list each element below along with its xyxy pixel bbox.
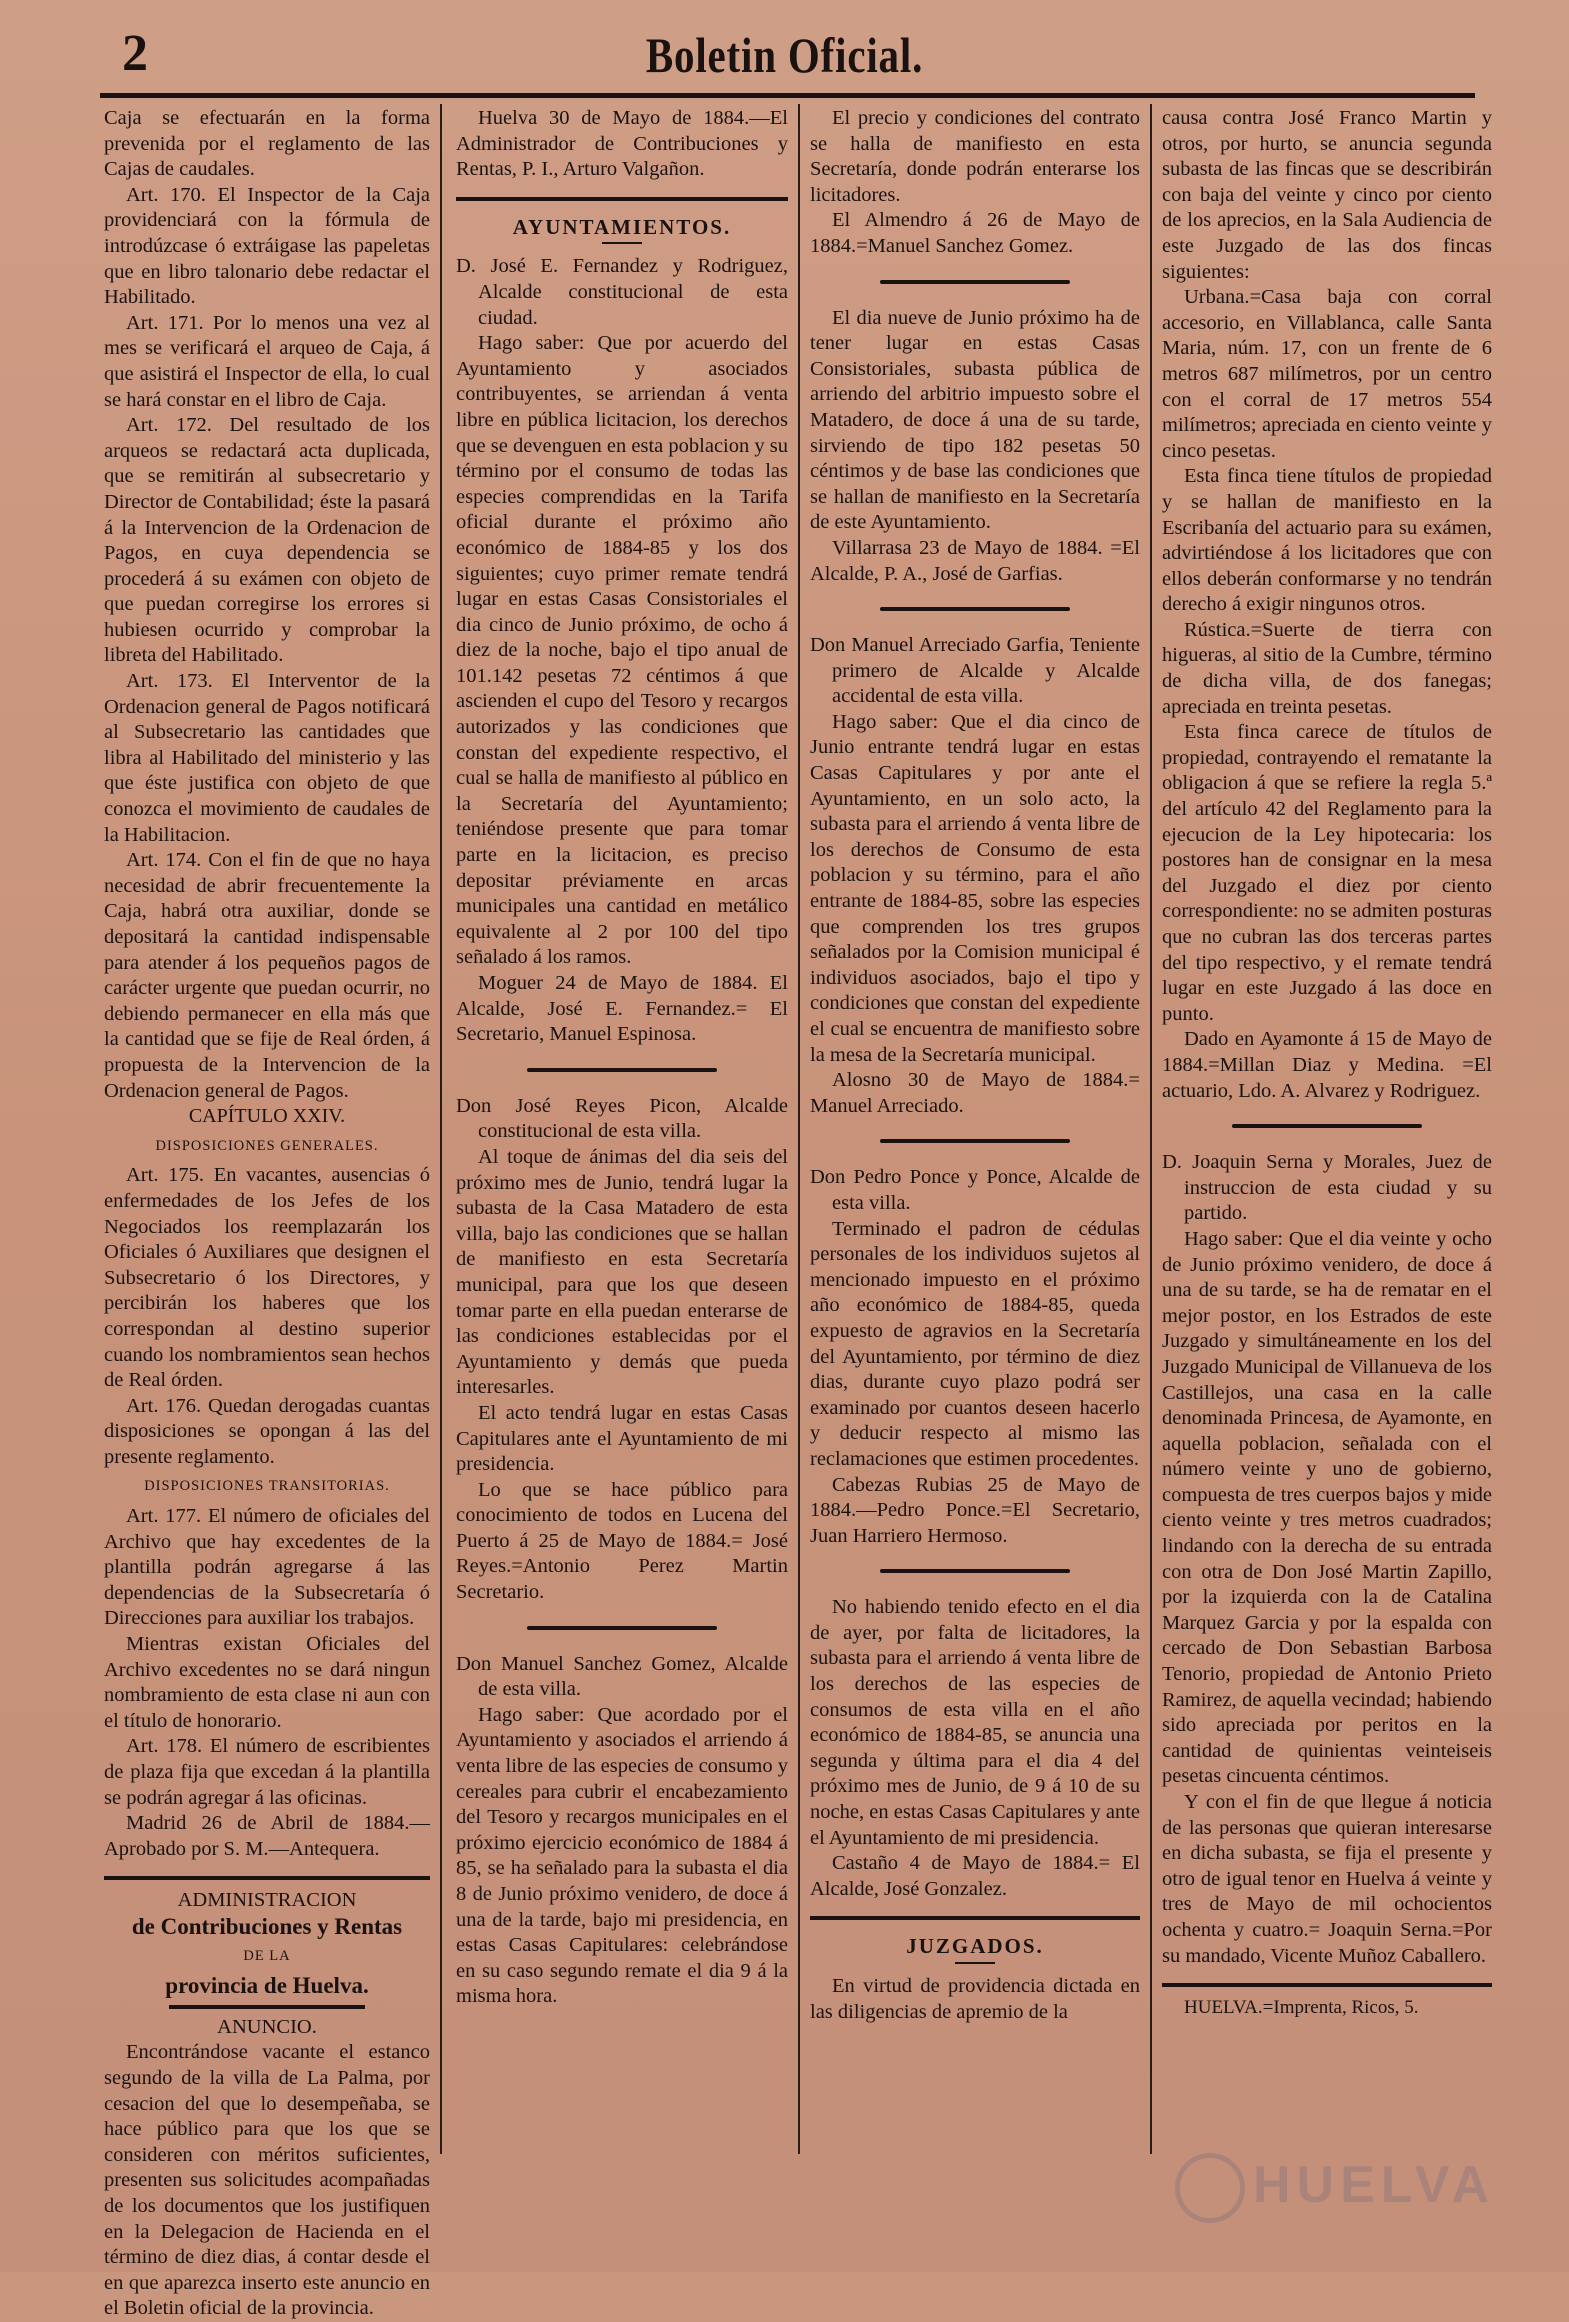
paragraph: El acto tendrá lugar en estas Casas Capitulares ante el Ayuntamiento de mi presidencia. <box>456 1401 788 1476</box>
separator-rule <box>880 280 1070 284</box>
paragraph: No habiendo tenido efecto en el dia de ayer, por falta de licitadores, la subasta para el arriendo á venta libre de los derechos de las especies de consumos de esta villa en el año económico de 1884-85, se anuncia una segunda y última para el dia 4 del próximo mes de Junio, de 9 á 10 de su noche, en estas Casas Capitulares y ante el Ayuntamiento de mi presidencia. <box>810 1596 1140 1849</box>
paragraph: Hago saber: Que el dia veinte y ocho de Junio próximo venidero, de doce á una de su tarde, se ha de rematar en el mejor postor, en los Estrados de este Juzgado y simultáneamente en los del Juzgado Municipal de Villanueva de los Castillejos, una casa en la calle denominada Princesa, de Ayamonte, en aquella poblacion, señalada con el número veinte y uno de gobierno, compuesta de tres cuerpos bajos y mide ciento veinte y tres metros cuadrados; lindando con la derecha de su entrada con otra de Don José Martin Zapillo, por la izquierda con la de Catalina Marquez Garcia y por la espalda con cercado de Don Sebastian Barbosa Tenorio, propiedad de Antonio Prieto Ramirez, de aquella vecindad; habiendo sido apreciada por peritos en la cantidad de quinientas veinteiseis pesetas cincuenta céntimos. <box>1162 1227 1492 1788</box>
paragraph: Rústica.=Suerte de tierra con higueras, al sitio de la Cumbre, término de dicha villa, de dos fanegas; apreciada en treinta pesetas. <box>1162 618 1492 718</box>
paragraph: Art. 175. En vacantes, ausencias ó enfermedades de los Jefes de los Negociados los reemplazarán los Oficiales ó Auxiliares que designen el Subsecretario ó los Directores, y percibirán los haberes que los correspondan al destino superior cuando los nombramientos sean hechos de Real órden. <box>104 1164 430 1392</box>
newspaper-title: Boletin Oficial. <box>645 27 924 83</box>
paragraph: Art. 171. Por lo menos una vez al mes se verificará el arqueo de Caja, á que asistirá el Inspector de ella, lo cual se hará constar en el libro de Caja. <box>104 311 430 411</box>
paragraph: Art. 170. El Inspector de la Caja providenciará con la fórmula de introdúzcase ó extráigase las papeletas que en libro talonario debe redactar el Habilitado. <box>104 183 430 309</box>
paragraph: Art. 173. El Interventor de la Ordenacion general de Pagos notificará al Subsecretario las cantidades que libra al Habilitado del ministerio y las que éste justifica con objeto de que conozca el movimiento de caudales de la Habilitacion. <box>104 670 430 846</box>
subheading: DISPOSICIONES GENERALES. <box>155 1137 379 1154</box>
paragraph: Hago saber: Que el dia cinco de Junio entrante tendrá lugar en estas Casas Capitulares y por ante el Ayuntamiento, en un solo acto, la subasta para el arriendo á venta libre de los derechos de Consumo de esta poblacion y su término, para el año entrante de 1884-85, sobre las especies que comprenden los tres grupos señalados por la Comision municipal é individuos asociados, bajo el tipo y condiciones que constan del expediente el cual se encuentra de manifiesto sobre la mesa de la Secretaría municipal. <box>810 710 1140 1066</box>
notice-heading: Don Manuel Arreciado Garfia, Teniente primero de Alcalde y Alcalde accidental de esta villa. <box>810 634 1140 708</box>
watermark-logo <box>1175 2145 1505 2235</box>
paragraph: Hago saber: Que acordado por el Ayuntamiento y asociados el arriendo á venta libre de las especies de consumo y cereales para cubrir el encabezamiento del Tesoro y recargos municipales en el próximo ejercicio económico de 1884 á 85, se ha señalado para la subasta el dia 8 de Junio próximo venidero, de doce á una de la tarde, bajo mi presidencia, en estas Casas Capitulares: celebrándose en su caso segundo remate el dia 9 á la misma hora. <box>456 1703 788 2008</box>
paragraph: Madrid 26 de Abril de 1884.— Aprobado por S. M.—Antequera. <box>104 1812 430 1860</box>
admin-heading: ADMINISTRACION <box>177 1889 357 1912</box>
paragraph: Dado en Ayamonte á 15 de Mayo de 1884.=Millan Diaz y Medina. =El actuario, Ldo. A. Alvarez y Rodriguez. <box>1162 1028 1492 1102</box>
paragraph: Mientras existan Oficiales del Archivo excedentes no se dará ningun nombramiento de esta clase ni aun con el título de honorario. <box>104 1633 430 1732</box>
paragraph: Art. 177. El número de oficiales del Archivo que hay excedentes de la plantilla podrán agregarse á las dependencias de la Subsecretaría ó Direcciones para auxiliar los trabajos. <box>104 1505 430 1630</box>
separator-rule <box>1232 1124 1422 1128</box>
dash-rule <box>602 242 642 244</box>
section-rule <box>169 2005 365 2009</box>
paragraph: Lo que se hace público para conocimiento de todos en Lucena del Puerto á 25 de Mayo de 1884.= José Reyes.=Antonio Perez Martin Secretario. <box>456 1478 788 1604</box>
separator-rule <box>880 1139 1070 1143</box>
paragraph: El Almendro á 26 de Mayo de 1884.=Manuel Sanchez Gomez. <box>810 209 1140 257</box>
header-rule <box>100 93 1475 98</box>
paragraph: Villarrasa 23 de Mayo de 1884. =El Alcalde, P. A., José de Garfias. <box>810 536 1140 585</box>
column-divider <box>1150 104 1152 2154</box>
separator-rule <box>880 607 1070 611</box>
imprint-footer: HUELVA.=Imprenta, Ricos, 5. <box>1184 1997 1419 2019</box>
paragraph: causa contra José Franco Martin y otros, por hurto, se anuncia segunda subasta de las fincas que se describirán con baja del veinte y cinco por ciento de los aprecios, en la Sala Audiencia de este Juzgado de las dos fincas siguientes: <box>1162 107 1492 283</box>
notice-heading: Don Manuel Sanchez Gomez, Alcalde de esta villa. <box>456 1652 788 1701</box>
admin-heading: de Contribuciones y Rentas <box>131 1913 403 1939</box>
dash-rule <box>955 1962 995 1964</box>
chapter-heading: CAPÍTULO XXIV. <box>188 1105 346 1128</box>
notice-heading: ANUNCIO. <box>217 2015 317 2038</box>
column-3 <box>810 106 1140 2025</box>
column-1 <box>104 106 430 2322</box>
paragraph: Terminado el padron de cédulas personales de los individuos sujetos al mencionado impuesto en el próximo año económico de 1884-85, queda expuesto de agravios en la Secretaría del Ayuntamiento, por término de diez dias, durante cuyo plazo podrá ser examinado por cuantos deseen hacerlo y deducir respecto al mismo las reclamaciones que estimen procedentes. <box>810 1217 1140 1470</box>
paragraph: Art. 178. El número de escribientes de plaza fija que excedan á la plantilla se podrán agregar á las oficinas. <box>104 1735 430 1809</box>
section-rule <box>1162 1983 1492 1987</box>
paragraph: En virtud de providencia dictada en las diligencias de apremio de la <box>810 1975 1140 2023</box>
paragraph: Esta finca carece de títulos de propiedad, contrayendo el rematante la obligacion á que se refiere la regla 5.ª del artículo 42 del Reglamento para la ejecucion de la Ley hipotecaria: los postores han de consignar en la mesa del Juzgado el diez por ciento correspondiente: no se admiten posturas que no cubran las dos terceras partes del tipo respectivo, y el remate tendrá lugar en este Juzgado á las doce en punto. <box>1162 721 1492 1025</box>
admin-heading: DE LA <box>243 1947 291 1964</box>
paragraph: Cabezas Rubias 25 de Mayo de 1884.—Pedro Ponce.=El Secretario, Juan Harriero Hermoso. <box>810 1473 1140 1547</box>
subheading: DISPOSICIONES TRANSITORIAS. <box>144 1478 390 1495</box>
paragraph: El dia nueve de Junio próximo ha de tener lugar en estas Casas Consistoriales, subasta pública de arriendo del arbitrio impuesto sobre el Matadero, de doce á una de su tarde, sirviendo de tipo 182 pesetas 50 céntimos y de base las condiciones que se hallan de manifiesto en la Secretaría de este Ayuntamiento. <box>810 306 1140 534</box>
paragraph: Caja se efectuarán en la forma prevenida por el reglamento de las Cajas de caudales. <box>104 107 430 181</box>
paragraph: Huelva 30 de Mayo de 1884.—El Administrador de Contribuciones y Rentas, P. I., Arturo Valgañon. <box>456 107 788 181</box>
section-rule <box>456 197 788 201</box>
paragraph: Y con el fin de que llegue á noticia de las personas que quieran interesarse en dicha subasta, se fija el presente y otro de igual tenor en Huelva á veinte y tres de Mayo de mil ochocientos ochenta y cuatro.= Joaquin Serna.=Por su mandado, Vicente Muñoz Caballero. <box>1162 1791 1492 1967</box>
separator-rule <box>527 1068 717 1072</box>
column-2 <box>456 106 788 2010</box>
page-number: 2 <box>122 25 148 82</box>
paragraph: Art. 176. Quedan derogadas cuantas disposiciones se opongan á las del presente reglamento. <box>104 1394 430 1468</box>
paragraph: Al toque de ánimas del dia seis del próximo mes de Junio, tendrá lugar la subasta de la Casa Matadero de esta villa, bajo las condiciones que se hallan de manifiesto en esta Secretaría municipal, para que los que deseen tomar parte en ella puedan enterarse de las condiciones establecidas por el Ayuntamiento y demás que pueda interesarles. <box>456 1145 788 1399</box>
seal-icon <box>1175 2153 1245 2223</box>
section-heading: AYUNTAMIENTOS. <box>512 214 732 239</box>
paragraph: Art. 172. Del resultado de los arqueos se redactará acta duplicada, que se remitirán al subsecretario y Director de Contabilidad; éste la pasará á la Intervencion de la Ordenacion de Pagos, en cuya dependencia se procederá á su exámen con objeto de que puedan corregirse los errores si hubiesen ocurrido y comprobar la libreta del Habilitado. <box>104 414 430 667</box>
paragraph: Art. 174. Con el fin de que no haya necesidad de abrir frecuentemente la Caja, habrá otra auxiliar, donde se depositará la cantidad indispensable para atender á los pequeños pagos de carácter urgente que puedan ocurrir, no debiendo permanecer en ella más que la cantidad que se fije de Real órden, á propuesta de la Intervencion de la Ordenacion general de Pagos. <box>104 849 430 1102</box>
section-rule <box>104 1876 430 1880</box>
notice-heading: Don Pedro Ponce y Ponce, Alcalde de esta villa. <box>810 1166 1140 1214</box>
separator-rule <box>527 1626 717 1630</box>
column-divider <box>440 104 442 2154</box>
column-divider <box>798 104 800 2154</box>
section-heading: JUZGADOS. <box>906 1934 1044 1959</box>
page-header <box>0 0 1569 100</box>
notice-heading: D. Joaquin Serna y Morales, Juez de instruccion de esta ciudad y su partido. <box>1162 1151 1492 1225</box>
paragraph: Encontrándose vacante el estanco segundo de la villa de La Palma, por cesacion del que lo desempeñaba, se hace público para que los que se consideren con méritos suficientes, presenten sus solicitudes acompañadas de los documentos que los justifiquen en la Delegacion de Hacienda en el término de diez dias, á contar desde el en que aparezca inserto este anuncio en el Boletin oficial de la provincia. <box>104 2041 430 2320</box>
paragraph: Alosno 30 de Mayo de 1884.= Manuel Arreciado. <box>810 1069 1140 1117</box>
paragraph: Castaño 4 de Mayo de 1884.= El Alcalde, José Gonzalez. <box>810 1852 1140 1900</box>
notice-heading: D. José E. Fernandez y Rodriguez, Alcalde constitucional de esta ciudad. <box>456 255 788 329</box>
separator-rule <box>880 1569 1070 1573</box>
section-rule <box>810 1916 1140 1920</box>
paragraph: Esta finca tiene títulos de propiedad y se hallan de manifiesto en la Escribanía del actuario para su exámen, advirtiéndose á los licitadores que con ellos deberán conformarse y no tendrán derecho á exigir ningunos otros. <box>1162 465 1492 616</box>
watermark-text: HUELVA <box>1253 2156 1496 2214</box>
notice-heading: Don José Reyes Picon, Alcalde constitucional de esta villa. <box>456 1094 788 1143</box>
paragraph: Urbana.=Casa baja con corral accesorio, en Villablanca, calle Santa Maria, núm. 17, con un frente de 6 metros 687 milímetros, por un centro con el corral de 17 metros 554 milímetros; apreciada en ciento veinte y cinco pesetas. <box>1162 286 1492 462</box>
paragraph: Hago saber: Que por acuerdo del Ayuntamiento y asociados contribuyentes, se arriendan á venta libre en pública licitacion, los derechos que se devenguen en esta poblacion y su término por el consumo de todas las especies comprendidas en la Tarifa oficial durante el próximo año económico de 1884-85 y los dos siguientes; cuyo primer remate tendrá lugar en estas Casas Consistoriales el dia cinco de Junio próximo, de ocho á diez de la noche, bajo el tipo anual de 101.142 pesetas 72 céntimos á que ascienden el cupo del Tesoro y recargos autorizados y las condiciones que constan del expediente respectivo, el cual se halla de manifiesto al público en la Secretaría del Ayuntamiento; teniéndose presente que para tomar parte en la licitacion, es preciso depositar préviamente en arcas municipales una cantidad en metálico equivalente al 2 por 100 del tipo señalado á los ramos. <box>456 332 788 969</box>
paragraph: El precio y condiciones del contrato se halla de manifiesto en esta Secretaría, donde podrán enterarse los licitadores. <box>810 107 1140 206</box>
column-4 <box>1162 106 1492 2021</box>
admin-heading: provincia de Huelva. <box>165 1973 369 1999</box>
paragraph: Moguer 24 de Mayo de 1884. El Alcalde, José E. Fernandez.= El Secretario, Manuel Espinosa. <box>456 972 788 1046</box>
